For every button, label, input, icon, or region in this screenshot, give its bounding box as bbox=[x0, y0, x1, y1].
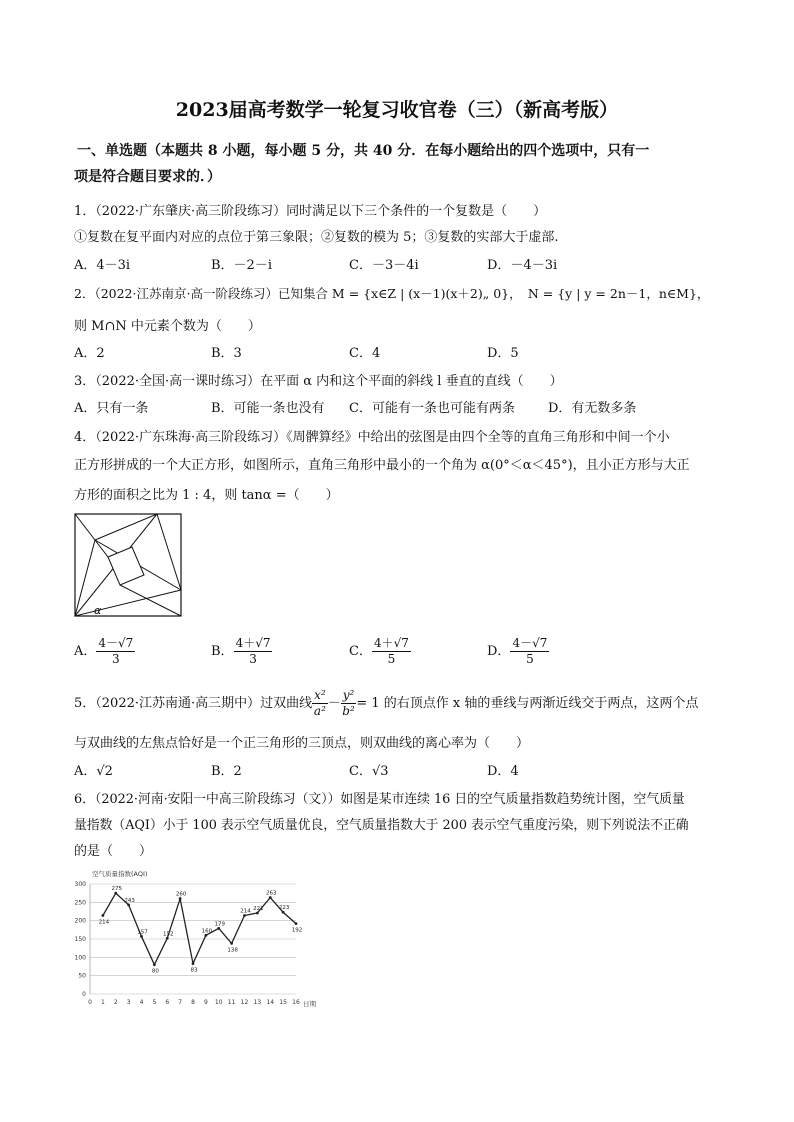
data-point bbox=[243, 914, 246, 917]
alpha-label: α bbox=[94, 604, 102, 617]
q2-option-b: B．3 bbox=[211, 346, 242, 361]
x-tick-label: 7 bbox=[178, 999, 183, 1006]
y-tick-label: 200 bbox=[74, 917, 86, 925]
chart-series bbox=[99, 886, 303, 975]
data-label: 152 bbox=[163, 931, 174, 938]
q3-option-a: A．只有一条 bbox=[74, 401, 149, 416]
aqi-line-chart bbox=[68, 866, 328, 1012]
q1-conditions: ①复数在复平面内对应的点位于第三象限；②复数的模为 5；③复数的实部大于虚部. bbox=[74, 230, 559, 245]
q5-stem-continued: 与双曲线的左焦点恰好是一个正三角形的三顶点，则双曲线的离心率为（ ） bbox=[74, 736, 530, 751]
y-tick-label: 150 bbox=[74, 936, 86, 943]
q5-stem: 5．（2022·江苏南通·高三期中）过双曲线 $\frac{\text{x²}}{\text{a²}}$ － $\frac{\text{y²}}{\text{b²}}$ = 1 的右顶点作 x 轴的垂线与两渐近线交于两点，这两个点 bbox=[74, 688, 699, 718]
q4-option-b: B． $\frac{4+√7}{3}$ bbox=[211, 636, 271, 666]
x-tick-label: 12 bbox=[240, 999, 249, 1006]
page-title: 2023届高考数学一轮复习收官卷（三）（新高考版） bbox=[175, 99, 619, 121]
data-point bbox=[217, 927, 220, 930]
y-tick-label: 100 bbox=[74, 954, 86, 962]
q5-option-b: B．2 bbox=[211, 764, 242, 779]
q5-option-a: A．√2 bbox=[74, 764, 113, 779]
data-point bbox=[230, 942, 233, 945]
chart-y-axis-label: 空气质量指数(AQI) bbox=[92, 870, 148, 878]
x-tick-label: 11 bbox=[227, 999, 236, 1006]
data-point bbox=[204, 934, 207, 937]
x-tick-label: 15 bbox=[279, 999, 287, 1006]
data-point bbox=[127, 904, 130, 907]
section-heading-line1: 一、单选题（本题共 8 小题，每小题 5 分，共 40 分．在每小题给出的四个选项中，只有一 bbox=[77, 143, 650, 159]
data-label: 192 bbox=[291, 927, 303, 934]
zhoubi-string-figure bbox=[74, 513, 184, 619]
q1-option-b: B．－2－i bbox=[211, 258, 272, 273]
q1-stem: 1．（2022·广东肇庆·高三阶段练习）同时满足以下三个条件的一个复数是（ ） bbox=[74, 204, 547, 219]
data-point bbox=[166, 937, 169, 940]
x-tick-label: 10 bbox=[214, 999, 223, 1006]
q4-stem-line2: 正方形拼成的一个大正方形，如图所示，直角三角形中最小的一个角为 α(0°＜α＜45°)，且小正方形与大正 bbox=[74, 458, 690, 473]
q2-option-d: D．5 bbox=[487, 346, 519, 361]
y-tick-label: 300 bbox=[74, 881, 86, 888]
q1-option-a: A．4－3i bbox=[74, 258, 131, 273]
q6-stem-line2: 量指数（AQI）小于 100 表示空气质量优良，空气质量指数大于 200 表示空气重度污染，则下列说法不正确 bbox=[74, 818, 689, 833]
data-label: 83 bbox=[190, 967, 198, 974]
q3-option-b: B．可能一条也没有 bbox=[211, 401, 325, 416]
x-tick-label: 6 bbox=[165, 999, 170, 1006]
q2-stem-continued: 则 M∩N 中元素个数为（ ） bbox=[74, 319, 261, 334]
q4-stem-line1: 4．（2022·广东珠海·高三阶段练习）《周髀算经》中给出的弦图是由四个全等的直角三角形和中间一个小 bbox=[74, 430, 670, 445]
data-label: 214 bbox=[98, 919, 110, 926]
q2-option-a: A．2 bbox=[74, 346, 105, 361]
x-tick-label: 8 bbox=[191, 999, 195, 1006]
q3-option-d: D．有无数多条 bbox=[548, 401, 637, 416]
x-tick-label: 16 bbox=[292, 999, 300, 1006]
y-tick-label: 50 bbox=[78, 972, 86, 980]
q3-option-c: C．可能有一条也可能有两条 bbox=[349, 401, 515, 416]
q4-stem-line3: 方形的面积之比为 1 : 4，则 tanα =（ ） bbox=[74, 488, 339, 503]
x-tick-label: 13 bbox=[253, 999, 262, 1006]
x-tick-label: 4 bbox=[139, 999, 144, 1006]
data-label: 160 bbox=[201, 928, 213, 935]
data-label: 223 bbox=[278, 905, 290, 912]
q1-option-c: C．－3－4i bbox=[349, 258, 419, 273]
data-point bbox=[179, 897, 182, 900]
x-tick-label: 14 bbox=[266, 999, 275, 1006]
data-point bbox=[256, 912, 259, 915]
q2-stem: 2．（2022·江苏南京·高一阶段练习）已知集合 M = {x∈Z | (x－1)(x＋2)„ 0}， N = {y | y = 2n－1，n∈M}， bbox=[74, 286, 710, 301]
data-point bbox=[295, 922, 298, 925]
x-tick-label: 5 bbox=[152, 999, 157, 1006]
data-label: 221 bbox=[253, 905, 264, 912]
x-tick-label: 3 bbox=[126, 999, 131, 1006]
q3-stem: 3．（2022·全国·高一课时练习）在平面 α 内和这个平面的斜线 l 垂直的直线（ ） bbox=[74, 374, 563, 389]
q4-option-a: A． $\frac{4-√7}{3}$ bbox=[74, 636, 134, 666]
y-tick-label: 250 bbox=[74, 899, 86, 907]
data-label: 138 bbox=[227, 947, 238, 954]
q4-option-d: D． $\frac{4-√7}{5}$ bbox=[487, 636, 548, 666]
data-point bbox=[282, 911, 285, 914]
data-label: 275 bbox=[111, 886, 122, 893]
q1-option-d: D．－4－3i bbox=[487, 258, 558, 273]
section-heading-line2: 项是符合题目要求的．） bbox=[74, 169, 221, 185]
data-point bbox=[114, 892, 117, 895]
data-point bbox=[101, 914, 104, 917]
q5-option-c: C．√3 bbox=[349, 764, 389, 779]
data-point bbox=[153, 963, 156, 966]
q5-option-d: D．4 bbox=[487, 764, 519, 779]
data-label: 243 bbox=[124, 897, 135, 904]
data-point bbox=[140, 935, 143, 938]
data-label: 214 bbox=[240, 908, 251, 915]
data-label: 179 bbox=[214, 921, 225, 928]
q6-stem-line3: 的是（ ） bbox=[74, 844, 153, 859]
data-label: 80 bbox=[151, 968, 159, 975]
chart-grid bbox=[90, 884, 296, 994]
chart-ticks bbox=[75, 881, 300, 1006]
q2-option-c: C．4 bbox=[349, 346, 381, 361]
x-tick-label: 0 bbox=[88, 999, 92, 1006]
data-label: 263 bbox=[266, 890, 277, 897]
x-tick-label: 2 bbox=[113, 999, 118, 1006]
chart-x-axis-label: 日期 bbox=[303, 1000, 316, 1008]
data-point bbox=[269, 896, 272, 899]
q6-stem-line1: 6．（2022·河南·安阳一中高三阶段练习（文））如图是某市连续 16 日的空气质量指数趋势统计图，空气质量 bbox=[74, 792, 685, 807]
x-tick-label: 9 bbox=[203, 999, 208, 1006]
data-point bbox=[192, 962, 195, 965]
y-tick-label: 0 bbox=[82, 991, 86, 998]
x-tick-label: 1 bbox=[100, 999, 105, 1006]
data-label: 157 bbox=[137, 929, 148, 936]
data-label: 260 bbox=[175, 891, 187, 898]
small-square bbox=[108, 547, 144, 585]
q4-option-c: C． $\frac{4+√7}{5}$ bbox=[349, 636, 409, 666]
